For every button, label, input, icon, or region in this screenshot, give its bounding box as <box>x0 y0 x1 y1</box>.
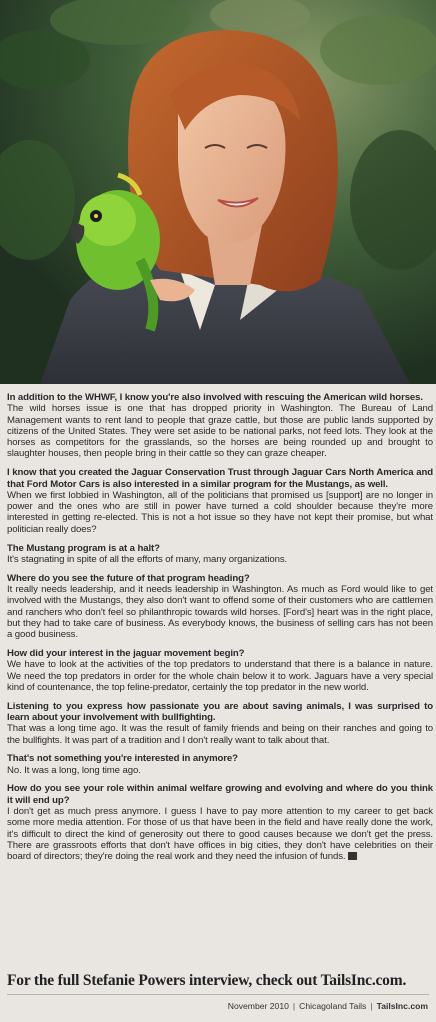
end-mark-icon <box>348 852 357 860</box>
question: Listening to you express how passionate you are about saving animals, I was surprised to learn about your involvement with bullfighting. <box>7 700 433 723</box>
answer: The wild horses issue is one that has dropped priority in Washington. The Bureau of Land Management wants to rent land to people that graze cattle, but those are public lands supported by citizens of the United States. They were set aside to be national parks, not feed lots. They look at the horses as competitors for the grasslands, so the horses are being rounded up and brought to slaughter houses, then people bring in their cattle so they can graze cheaper. <box>7 403 433 460</box>
question: Where do you see the future of that program heading? <box>7 572 250 584</box>
answer <box>7 806 433 862</box>
qa-block <box>7 701 433 746</box>
question: That's not something you're interested in anymore? <box>7 753 238 765</box>
question: How do you see your role within animal welfare growing and evolving and where do you think it will end up? <box>7 783 433 806</box>
issue-date: November 2010 <box>227 1001 289 1011</box>
qa-block <box>7 648 433 693</box>
question: The Mustang program is at a halt? <box>7 542 160 554</box>
call-to-action: For the full Stefanie Powers interview, check out TailsInc.com. <box>7 972 407 989</box>
website: TailsInc.com <box>376 1001 428 1011</box>
question: In addition to the WHWF, I know you're also involved with rescuing the American wild horses. <box>7 392 423 403</box>
qa-block <box>7 783 433 862</box>
footer-separator: | <box>370 1001 373 1011</box>
question: How did your interest in the jaguar movement begin? <box>7 647 245 659</box>
qa-block <box>7 392 433 460</box>
answer: When we first lobbied in Washington, all of the politicians that promised us [support] are no longer in power and the ones who are still in power have turned a cold shoulder because they're more interested in getting re-elected. This is not a hot issue so they have not kept their promise, but what politician really does? <box>7 489 433 535</box>
qa-block <box>7 467 433 535</box>
portrait-illustration <box>0 0 436 384</box>
answer: It really needs leadership, and it needs leadership in Washington. As much as Ford would like to get involved with the Mustangs, they also don't want to offend some of their customers who are cattlemen and ranchers who don't feel so philanthropic towards wild horses. [Ford's] heart was in the right place, but they had to take care of business. As everybody knows, the business of selling cars has not been a good business. <box>7 583 433 641</box>
answer-text: I don't get as much press anymore. I guess I have to pay more attention to my career to get back some more media attention. For those of us that have been in the field and have really done the work, it's difficult to direct the kind of generosity out there to good causes because we don't get the press. There are grassroots efforts that don't have offices in big cities, they don't have celebrities on their board of directors; they're doing the real work and they need the infusion of funds. <box>7 806 433 863</box>
answer: It's stagnating in spite of all the efforts of many, many organizations. <box>7 553 288 565</box>
qa-block <box>7 573 433 641</box>
footer-separator: | <box>292 1001 296 1011</box>
answer: No. It was a long, long time ago. <box>7 764 141 776</box>
interview-article <box>7 392 433 870</box>
qa-block <box>7 753 433 776</box>
divider <box>7 994 429 995</box>
answer: That was a long time ago. It was the result of family friends and being on their ranches and going to the bullfights. It was part of a tradition and I don't really want to talk about that. <box>7 723 433 746</box>
question: I know that you created the Jaguar Conservation Trust through Jaguar Cars North America and that Ford Motor Cars is also interested in a similar program for the Mustangs, as well. <box>7 467 433 490</box>
portrait-photo <box>0 0 436 384</box>
qa-block <box>7 543 433 566</box>
publication-name: Chicagoland Tails <box>299 1001 367 1011</box>
answer: We have to look at the activities of the top predators to understand that there is a balance in nature. We need the top predators in order for the whole chain below it to work. Jaguars have a very special kind of countenance, the top feline-predator, certainly the top predator in the new world. <box>7 659 433 693</box>
page-footer <box>228 1001 428 1011</box>
